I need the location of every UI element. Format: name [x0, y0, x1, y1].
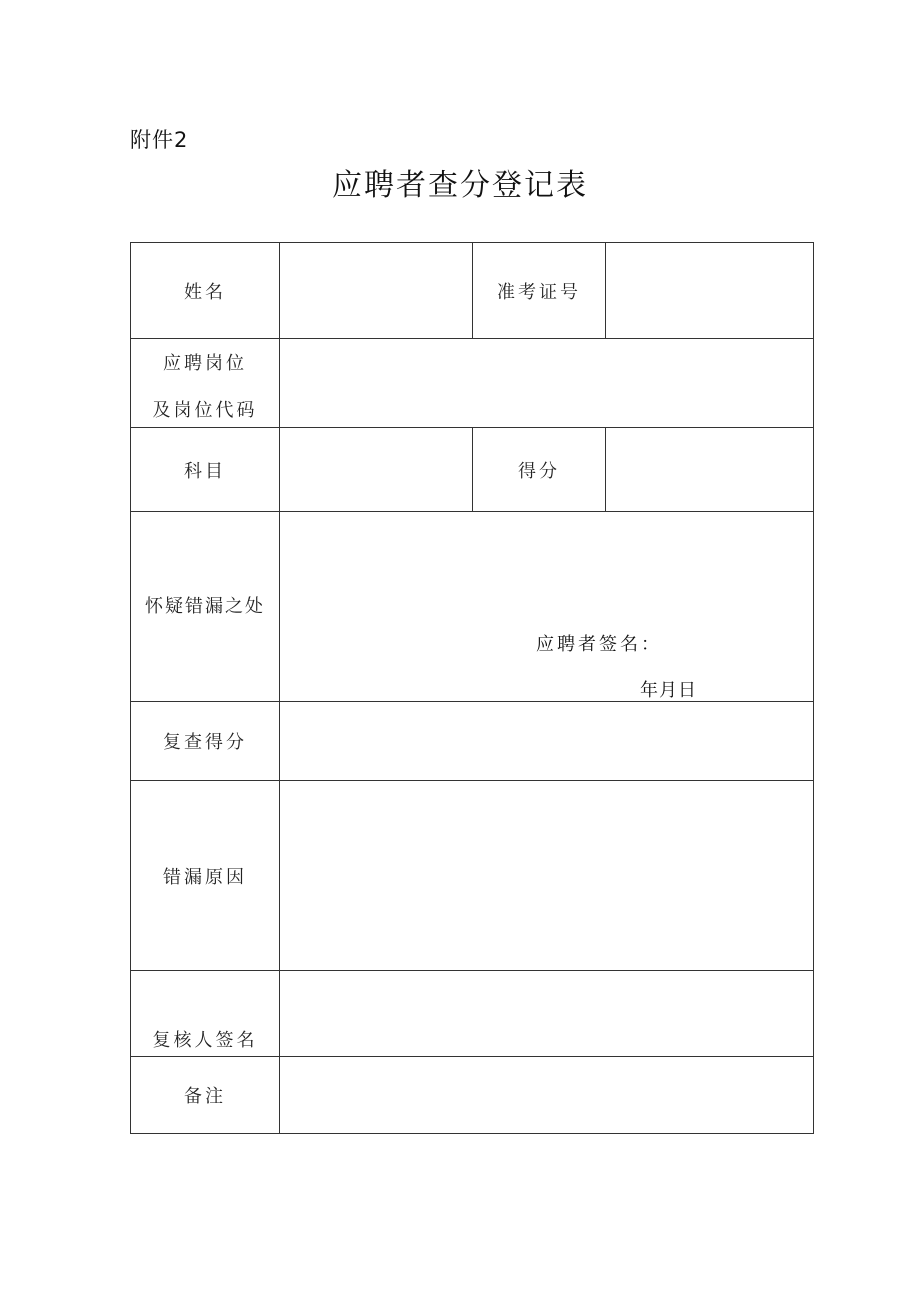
reviewer-signature-label-cell [131, 971, 280, 1057]
error-reason-field[interactable] [280, 781, 814, 971]
row-error-reason [131, 781, 814, 971]
row-name [131, 243, 814, 339]
attachment-label: 附件2 [130, 128, 189, 152]
row-remarks [131, 1057, 814, 1134]
error-reason-label: 错漏原因 [131, 781, 280, 971]
doubt-label-cell [131, 512, 280, 702]
name-field[interactable] [280, 243, 473, 339]
row-recheck-score [131, 702, 814, 781]
position-field[interactable] [280, 339, 814, 428]
row-doubt [131, 512, 814, 702]
remarks-field[interactable] [280, 1057, 814, 1134]
reviewer-signature-label: 复核人签名 [152, 1029, 258, 1051]
score-label: 得分 [473, 428, 606, 512]
subject-label: 科目 [131, 428, 280, 512]
position-label [131, 339, 280, 428]
subject-field[interactable] [280, 428, 473, 512]
doubt-label: 怀疑错漏之处 [145, 595, 265, 617]
reviewer-signature-field[interactable] [280, 971, 814, 1057]
registration-form-table [130, 242, 814, 1134]
score-field[interactable] [606, 428, 814, 512]
date-label: 年月日 [640, 680, 697, 701]
remarks-label: 备注 [131, 1057, 280, 1134]
row-position [131, 339, 814, 428]
doubt-field[interactable] [280, 512, 814, 702]
recheck-score-field[interactable] [280, 702, 814, 781]
position-label-line2: 及岗位代码 [152, 399, 258, 421]
name-label: 姓名 [131, 243, 280, 339]
row-reviewer-signature [131, 971, 814, 1057]
position-label-line1: 应聘岗位 [163, 352, 247, 374]
exam-id-field[interactable] [606, 243, 814, 339]
form-title: 应聘者查分登记表 [332, 168, 588, 203]
applicant-signature-label: 应聘者签名： [536, 634, 662, 655]
row-subject [131, 428, 814, 512]
recheck-score-label: 复查得分 [131, 702, 280, 781]
exam-id-label: 准考证号 [473, 243, 606, 339]
